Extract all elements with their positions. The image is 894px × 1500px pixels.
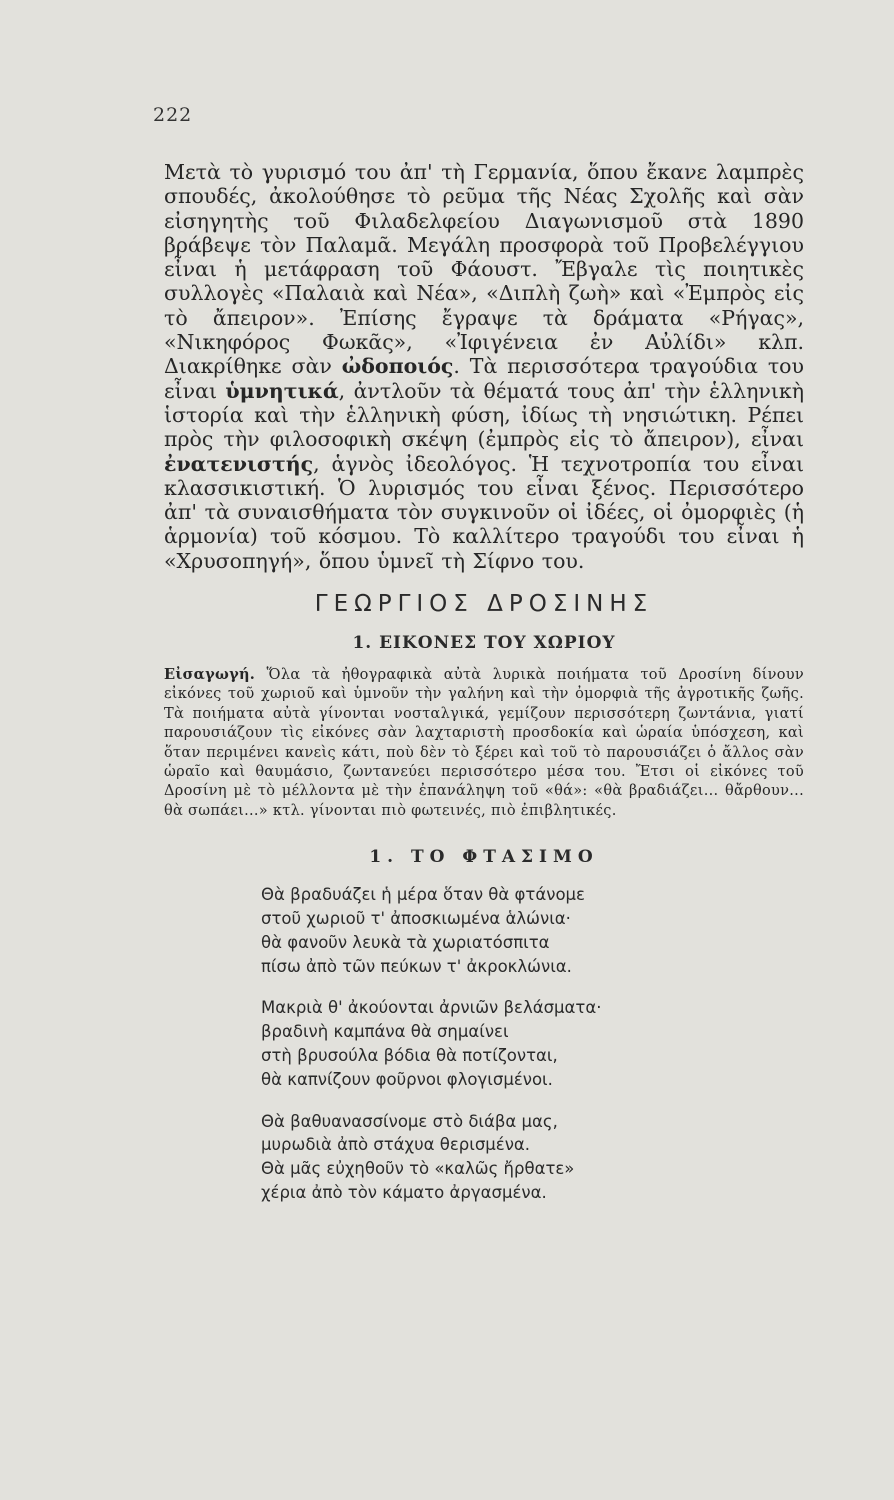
- poem-line: θὰ καπνίζουν φοῦρνοι φλογισμένοι.: [261, 1069, 553, 1089]
- page-content: [164, 160, 804, 1223]
- poem-line: Μακριὰ θ' ἀκούονται ἀρνιῶν βελάσματα·: [261, 998, 602, 1018]
- poem-line: στὴ βρυσούλα βόδια θὰ ποτίζονται,: [261, 1046, 558, 1066]
- bio-emphasis-ymnitika: ὑμνητικά: [225, 378, 339, 403]
- poem-line: Θὰ βραδυάζει ἡ μέρα ὅταν θὰ φτάνομε: [261, 885, 585, 905]
- bio-text: Μετὰ τὸ γυρισμό του ἀπ' τὴ Γερμανία, ὅπου ἔκανε λαμπρὲς σπουδές, ἀκολούθησε τὸ ρεῦμα τῆς Νέας Σχολῆς καὶ σὰν εἰσηγητὴς τοῦ Φιλαδελφείου Διαγωνισμοῦ στὰ 1890 βράβεψε τὸν Παλαμᾶ. Μεγάλη προσφορὰ τοῦ Προβελέγγιου εἶναι ἡ μετάφραση τοῦ Φάουστ. Ἔβγαλε τὶς ποιητικὲς συλλογὲς «Παλαιὰ καὶ Νέα», «Διπλὴ ζωὴ» καὶ «Ἐμπρὸς εἰς τὸ ἄπειρον». Ἐπίσης ἔγραψε τὰ δράματα «Ρήγας», «Νικηφόρος Φωκᾶς», «Ἰφιγένεια ἐν Αὐλίδι» κλπ. Διακρίθηκε σὰν: [164, 160, 804, 379]
- page-number: 222: [153, 104, 193, 126]
- introduction-label: Εἰσαγωγή.: [164, 666, 256, 684]
- bio-text: . Τὰ περισσότερα τραγούδια του εἶναι: [164, 354, 804, 403]
- poem-stanza-2: [261, 996, 804, 1091]
- introduction-paragraph: [164, 665, 804, 821]
- bio-emphasis-odopoios: ὠδοποιός: [341, 354, 454, 379]
- poem-title: 1. ΤΟ ΦΤΑΣΙΜΟ: [369, 847, 599, 868]
- poem-line: χέρια ἀπὸ τὸν κάματο ἀργασμένα.: [261, 1183, 547, 1203]
- poem-line: θὰ φανοῦν λευκὰ τὰ χωριατόσπιτα: [261, 932, 550, 952]
- bio-emphasis-enatenistis: ἐνατενιστής: [164, 451, 314, 476]
- poem-line: βραδινὴ καμπάνα θὰ σημαίνει: [261, 1022, 509, 1042]
- poem-stanza-1: [261, 883, 804, 978]
- poem-line: πίσω ἀπὸ τῶν πεύκων τ' ἀκροκλώνια.: [261, 956, 572, 976]
- poem-line: στοῦ χωριοῦ τ' ἀποσκιωμένα ἁλώνια·: [261, 909, 571, 929]
- section-title: 1. ΕΙΚΟΝΕΣ ΤΟΥ ΧΩΡΙΟΥ: [352, 633, 616, 654]
- author-bio-paragraph: [164, 160, 804, 573]
- poem: [261, 883, 804, 1205]
- poem-stanza-3: [261, 1110, 804, 1205]
- poem-line: μυρωδιὰ ἀπὸ στάχυα θερισμένα.: [261, 1135, 531, 1155]
- author-heading: ΓΕΩΡΓΙΟΣ ΔΡΟΣΙΝΗΣ: [314, 591, 654, 618]
- poem-line: Θὰ μᾶς εὐχηθοῦν τὸ «καλῶς ἤρθατε»: [261, 1159, 575, 1179]
- bio-text: , ἀντλοῦν τὰ θέματά τους ἀπ' τὴν ἑλληνικὴ ἱστορία καὶ τὴν ἑλληνικὴ φύση, ἰδίως τὴ νησιώτικη. Ρέπει πρὸς τὴν φιλοσοφικὴ σκέψη (ἐμπρὸς εἰς τὸ ἄπειρον), εἶναι: [164, 378, 804, 452]
- poem-line: Θὰ βαθυανασσίνομε στὸ διάβα μας,: [261, 1111, 558, 1131]
- introduction-text: Ὅλα τὰ ἠθογραφικὰ αὐτὰ λυρικὰ ποιήματα τοῦ Δροσίνη δίνουν εἰκόνες τοῦ χωριοῦ καὶ ὑμνοῦν τὴν γαλήνη καὶ τὴν ὀμορφιὰ τῆς ἀγροτικῆς ζωῆς. Τὰ ποιήματα αὐτὰ γίνονται νοσταλγικά, γεμίζουν περισσότερη ζωντάνια, γιατί παρουσιάζουν τὶς εἰκόνες σὰν λαχταριστὴ προσδοκία καὶ ὡραία ὑπόσχεση, καὶ ὅταν περιμένει κανεὶς κάτι, ποὺ δὲν τὸ ξέρει καὶ τοῦ τὸ παρουσιάζει ὁ ἄλλος σὰν ὡραῖο καὶ θαυμάσιο, ζωντανεύει περισσότερο μέσα του. Ἔτσι οἱ εἰκόνες τοῦ Δροσίνη μὲ τὸ μέλλοντα μὲ τὴν ἐπανάληψη τοῦ «θά»: «θὰ βραδιάζει... θἄρθουν... θὰ σωπάει...» κτλ. γίνονται πιὸ φωτεινές, πιὸ ἐπιβλητικές.: [164, 667, 804, 819]
- bio-text: , ἁγνὸς ἰδεολόγος. Ἡ τεχνοτροπία του εἶναι κλασσικιστική. Ὁ λυρισμός του εἶναι ξένος. Περισσότερο ἀπ' τὰ συναισθήματα τὸν συγκινοῦν οἱ ἰδέες, οἱ ὀμορφιὲς (ἡ ἁρμονία) τοῦ κόσμου. Τὸ καλλίτερο τραγούδι του εἶναι ἡ «Χρυσοπηγή», ὅπου ὑμνεῖ τὴ Σίφνο του.: [164, 451, 804, 573]
